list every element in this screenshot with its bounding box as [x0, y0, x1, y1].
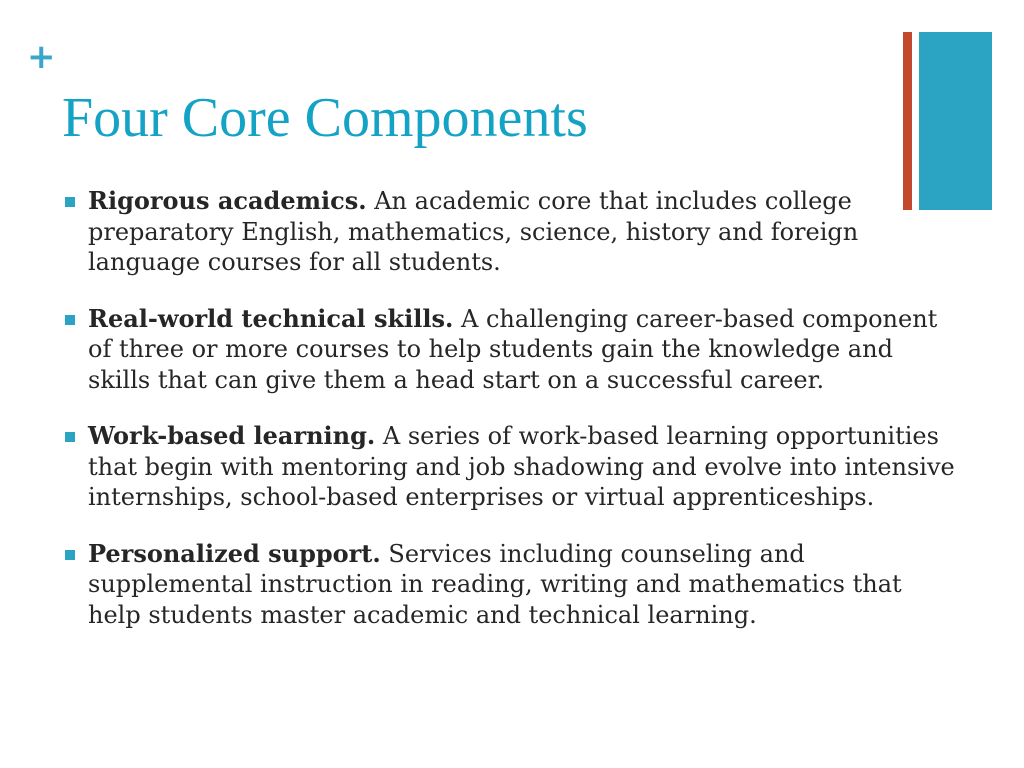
square-bullet-icon — [65, 315, 75, 325]
square-bullet-icon — [65, 550, 75, 560]
square-bullet-icon — [65, 197, 75, 207]
accent-bar-orange — [903, 32, 912, 210]
bullet-item-rigorous-academics — [60, 186, 960, 278]
bullet-item-personalized-support — [60, 539, 960, 631]
square-bullet-icon — [65, 432, 75, 442]
bullet-lead: Real-world technical skills. — [88, 303, 454, 333]
slide-title: Four Core Components — [62, 87, 588, 149]
bullet-item-work-based-learning — [60, 421, 960, 513]
accent-bar-blue — [919, 32, 992, 210]
bullet-text: An academic core that includes college preparatory English, mathematics, science, history and foreign language courses for all students. — [88, 187, 859, 276]
plus-icon: + — [27, 37, 56, 77]
bullet-text: A series of work-based learning opportunities that begin with mentoring and job shadowing and evolve into intensive internships, school-based enterprises or virtual apprenticeships. — [88, 422, 955, 511]
bullet-list — [60, 186, 960, 656]
bullet-item-real-world-technical-skills — [60, 304, 960, 396]
bullet-lead: Rigorous academics. — [88, 186, 367, 215]
bullet-lead: Personalized support. — [88, 538, 381, 568]
bullet-text: Services including counseling and supplemental instruction in reading, writing and mathematics that help students master academic and technical learning. — [88, 539, 902, 629]
bullet-text: A challenging career-based component of three or more courses to help students gain the knowledge and skills that can give them a head start on a successful career. — [88, 304, 938, 394]
bullet-lead: Work-based learning. — [88, 421, 376, 450]
